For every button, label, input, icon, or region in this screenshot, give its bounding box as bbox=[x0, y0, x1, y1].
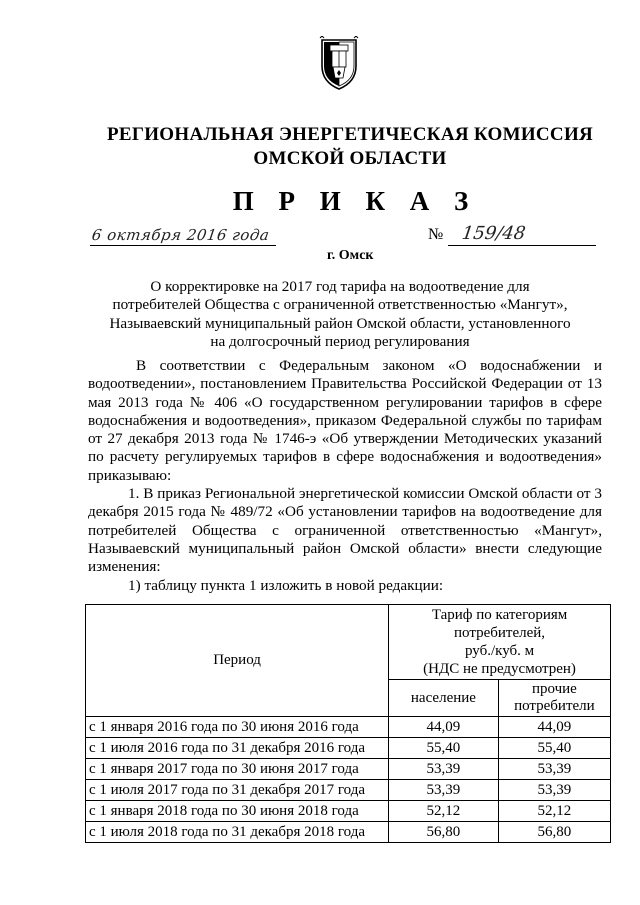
tariff-header-line: Тариф по категориям bbox=[431, 607, 568, 623]
subject-line: Называевский муниципальный район Омской области, установленного bbox=[109, 314, 571, 332]
subitem-1-paragraph: 1) таблицу пункта 1 изложить в новой редакции: bbox=[128, 576, 444, 594]
period-cell: с 1 января 2017 года по 30 июня 2017 года bbox=[86, 759, 389, 780]
organization-name-line2: ОМСКОЙ ОБЛАСТИ bbox=[253, 148, 447, 169]
table-row bbox=[86, 759, 611, 780]
subject-line: на долгосрочный период регулирования bbox=[210, 332, 470, 350]
tariff-column-header bbox=[389, 605, 611, 680]
other-tariff-cell: 55,40 bbox=[498, 738, 610, 759]
item-1-paragraph: 1. В приказ Региональной энергетической комиссии Омской области от 3 декабря 2015 года № 489/72 «Об установлении тарифов на водоотведение для потребителей Общества с ограниченной ответственностью «Мангут», Называевский муниципальный район Омской области» внести следующие изменения: bbox=[88, 485, 602, 576]
table-row bbox=[86, 738, 611, 759]
order-subject bbox=[80, 278, 600, 351]
other-tariff-cell: 53,39 bbox=[498, 759, 610, 780]
number-underline bbox=[448, 245, 596, 246]
population-tariff-cell: 53,39 bbox=[389, 780, 499, 801]
population-column-header: население bbox=[389, 680, 499, 717]
date-underline bbox=[90, 245, 276, 246]
tariff-header-line: руб./куб. м bbox=[464, 643, 535, 659]
number-label: № bbox=[428, 226, 444, 243]
other-header-line: прочие bbox=[531, 681, 577, 697]
period-cell: с 1 июля 2018 года по 31 декабря 2018 года bbox=[86, 822, 389, 843]
period-cell: с 1 июля 2016 года по 31 декабря 2016 года bbox=[86, 738, 389, 759]
handwritten-number: 159/48 bbox=[460, 223, 527, 244]
population-tariff-cell: 44,09 bbox=[389, 717, 499, 738]
other-tariff-cell: 44,09 bbox=[498, 717, 610, 738]
coat-of-arms-emblem bbox=[316, 36, 362, 92]
period-cell: с 1 января 2016 года по 30 июня 2016 года bbox=[86, 717, 389, 738]
population-tariff-cell: 52,12 bbox=[389, 801, 499, 822]
table-row bbox=[86, 822, 611, 843]
subject-line: О корректировке на 2017 год тарифа на водоотведение для bbox=[150, 278, 530, 295]
other-consumers-column-header bbox=[498, 680, 610, 717]
population-tariff-cell: 55,40 bbox=[389, 738, 499, 759]
period-cell: с 1 июля 2017 года по 31 декабря 2017 года bbox=[86, 780, 389, 801]
other-tariff-cell: 53,39 bbox=[498, 780, 610, 801]
tariff-header-line: (НДС не предусмотрен) bbox=[423, 661, 576, 677]
handwritten-date: 6 октября 2016 года bbox=[90, 226, 271, 244]
table-row bbox=[86, 717, 611, 738]
table-row bbox=[86, 780, 611, 801]
subject-line: потребителей Общества с ограниченной ответственностью «Мангут», bbox=[112, 296, 568, 314]
order-body bbox=[88, 357, 602, 595]
city-label: г. Омск bbox=[327, 248, 374, 263]
tariff-header-line: потребителей, bbox=[454, 625, 546, 641]
period-cell: с 1 января 2018 года по 30 июня 2018 года bbox=[86, 801, 389, 822]
table-header-row bbox=[86, 605, 611, 680]
other-tariff-cell: 56,80 bbox=[498, 822, 610, 843]
period-column-header: Период bbox=[86, 605, 389, 717]
organization-name-line1: РЕГИОНАЛЬНАЯ ЭНЕРГЕТИЧЕСКАЯ КОМИССИЯ bbox=[106, 124, 594, 145]
population-tariff-cell: 53,39 bbox=[389, 759, 499, 780]
document-type-title: П Р И К А З bbox=[232, 186, 478, 216]
preamble-paragraph: В соответствии с Федеральным законом «О водоснабжении и водоотведении», постановлением Правительства Российской Федерации от 13 мая 2013 года № 406 «О государственном регулировании тарифов в сфере водоснабжения и водоотведения», приказом Федеральной службы по тарифам от 27 декабря 2013 года № 1746-э «Об утверждении Методических указаний по расчету регулируемых тарифов в сфере водоснабжения и водоотведения» приказываю: bbox=[88, 357, 602, 484]
tariff-table bbox=[85, 604, 611, 843]
other-tariff-cell: 52,12 bbox=[498, 801, 610, 822]
other-header-line: потребители bbox=[514, 698, 595, 714]
population-tariff-cell: 56,80 bbox=[389, 822, 499, 843]
table-row bbox=[86, 801, 611, 822]
